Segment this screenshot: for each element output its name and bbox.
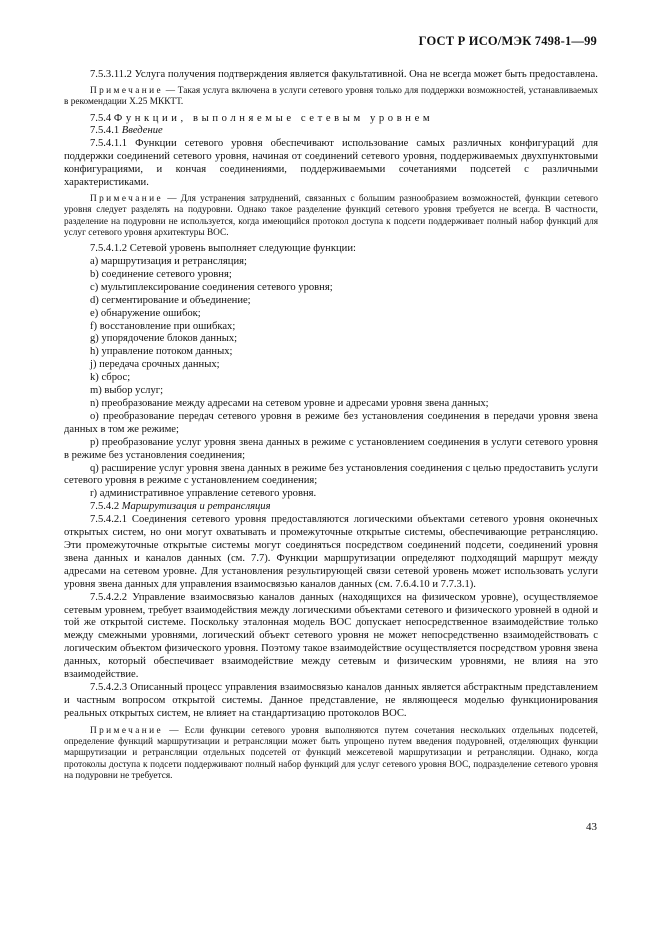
document-header: ГОСТ Р ИСО/МЭК 7498-1—99 [418,34,597,48]
note-text: — Такая услуга включена в услуги сетевого уровня только для поддержки возможностей, устанавливаемых в рекомендации X.25 МККТТ. [64,85,598,108]
list-item: a) маршрутизация и ретрансляция; [90,256,247,268]
list-item: m) выбор услуг; [90,385,164,397]
note-3 [64,726,598,782]
list-item: q) расширение услуг уровня звена данных в режиме без установления соединения с целью предоставить услуги сетевого уровня в режиме с установлением соединения; [64,462,598,487]
note-label: Примечание [90,85,163,96]
section-7-5-4-heading [64,113,598,126]
paragraph-7-5-3-11-2: 7.5.3.11.2 Услуга получения подтверждения является факультативной. Она не всегда может быть предоставлена. [90,69,598,80]
note-2 [64,194,598,239]
section-7-5-4-1-heading [64,125,598,138]
section-7-5-4-2-heading [64,501,598,514]
list-item: e) обнаружение ошибок; [90,307,201,319]
list-item: h) управление потоком данных; [90,346,233,358]
list-item: p) преобразование услуг уровня звена данных в режиме с установлением соединения в услуги сетевого уровня в режиме без установления соединения; [64,436,598,461]
section-number: 7.5.4.1 [90,125,120,137]
note-1 [64,86,598,109]
paragraph-7-5-4-1-2: 7.5.4.1.2 Сетевой уровень выполняет следующие функции: [90,243,356,255]
note-text: — Для устранения затруднений, связанных с большим разнообразием возможностей, функции сетевого уровня следует разделять на подуровни. Однако такое разделение функций сетевого уровня требуется не всегда. В частности, разделение на подуровни не используется, когда имеющийся протокол доступа к подсети поддерживает полный набор функций для услуг сетевого уровня архитектуры ВОС. [64,193,598,238]
list-item: f) восстановление при ошибках; [90,320,236,332]
section-number: 7.5.4.2 [90,501,120,513]
list-item: r) административное управление сетевого уровня. [90,488,317,500]
section-number: 7.5.4 [90,112,112,124]
paragraph-7-5-4-2-1: 7.5.4.2.1 Соединения сетевого уровня предоставляются логическими объектами сетевого уровня оконечных открытых систем, но они могут охватывать и промежуточные открытые системы, обеспечивающие ретрансляцию. Эти промежуточные открытые системы могут соединяться посредством соединений подсети, соединений уровня звена данных и каналов данных (см. 7.7). Функции маршрутизации определяют подходящий маршрут между адресами на сетевом уровне. Для установления результирующей связи сетевой уровень может использовать услуги уровня звена данных для управления взаимосвязью каналов данных (см. 7.6.4.10 и 7.7.3.1). [64,514,598,590]
section-title: Введение [121,125,163,137]
note-text: — Если функции сетевого уровня выполняются путем сочетания нескольких отдельных подсетей, определение функций маршрутизации и ретрансляции может быть упрощено путем введения подуровней, отделяющих функции маршрутизации и ретрансляции отдельных подсетей от функций межсетевой маршрутизации и ретрансляции. Однако, когда протоколы доступа к подсети поддерживают полный набор функций для услуг сетевого уровня ВОС, подразделение сетевого уровня на подуровни не требуется. [64,725,598,781]
list-item: n) преобразование между адресами на сетевом уровне и адресами уровня звена данных; [90,398,489,409]
list-item: o) преобразование передач сетевого уровня в режиме без установления соединения в передачи уровня звена данных в том же режиме; [64,410,598,435]
document-body [64,69,598,786]
list-item: k) сброс; [90,372,131,384]
paragraph-7-5-4-2-2: 7.5.4.2.2 Управление взаимосвязью каналов данных (находящихся на физическом уровне), осуществляемое сетевым уровнем, требует взаимодействия между логическими объектами сетевого и физического уровней в одной и той же открытой системе. Поскольку эталонная модель ВОС допускает непосредственное взаимодействие только между смежными уровнями, логический объект сетевого уровня не может непосредственно взаимодействовать с логическим объектом физического уровня. Поэтому такое взаимодействие осуществляется посредством уровня звена данных, который обеспечивает взаимодействие между сетевым и физическим уровнями, не влияя на это взаимодействие. [64,591,598,681]
section-title: Функции, выполняемые сетевым уровнем [113,112,434,124]
section-title: Маршрутизация и ретрансляция [121,501,271,513]
list-item: g) упорядочение блоков данных; [90,333,238,345]
note-label: Примечание [90,193,163,204]
list-item: b) соединение сетевого уровня; [90,268,232,280]
list-item: c) мультиплексирование соединения сетевого уровня; [90,281,333,293]
list-item: d) сегментирование и объединение; [90,294,251,306]
paragraph-7-5-4-1-1: 7.5.4.1.1 Функции сетевого уровня обеспечивают использование самых различных конфигураций для поддержки соединений сетевого уровня, начиная от соединений сетевого уровня, поддерживаемых двухпунктовыми конфигурациями, и кончая соединениями, поддерживаемыми сочетаниями подсетей с различными характеристиками. [64,138,598,189]
paragraph-7-5-4-2-3: 7.5.4.2.3 Описанный процесс управления взаимосвязью каналов данных является абстрактным представлением и частным вопросом открытой системы. Данное представление, не являющееся моделью функционирования реальных открытых систем, не влияет на стандартизацию протоколов ВОС. [64,681,598,719]
list-item: j) передача срочных данных; [90,359,220,371]
page-number: 43 [586,821,597,833]
function-list [64,256,598,501]
note-label: Примечание [90,725,163,736]
